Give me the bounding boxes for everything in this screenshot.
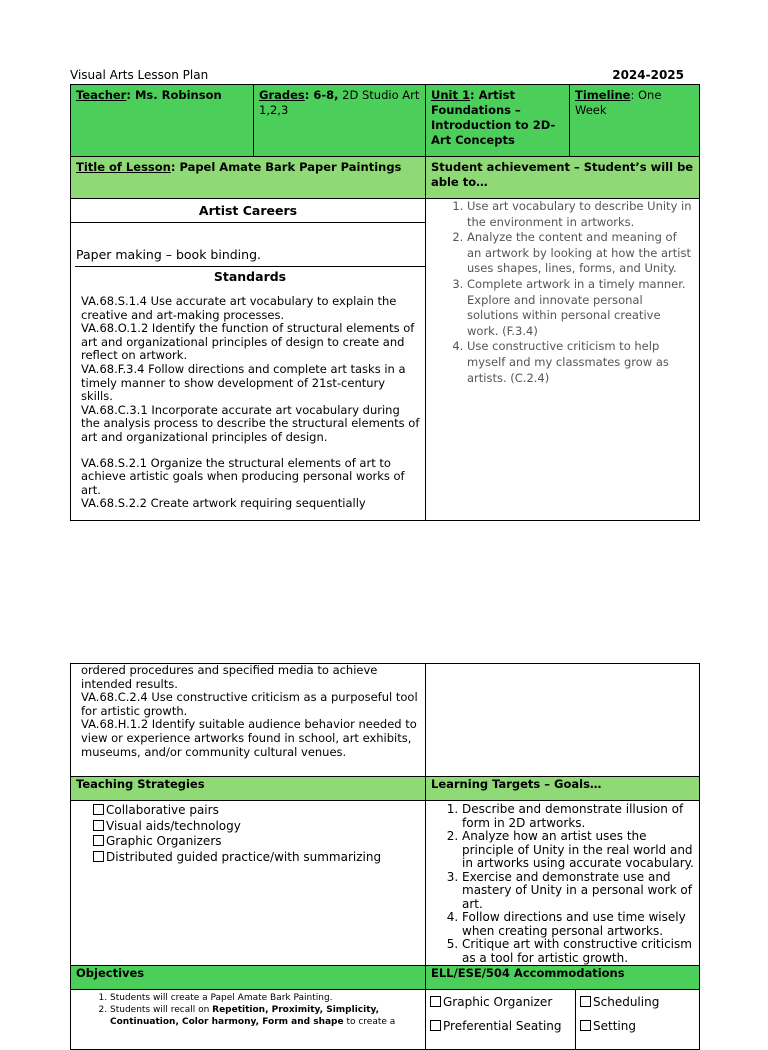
strategy-item[interactable]: Visual aids/technology (93, 819, 420, 835)
learning-targets-heading: Learning Targets – Goals… (426, 777, 700, 801)
standard-item: VA.68.S.2.1 Organize the structural elements of art to achieve artistic goals when producing personal works of art. (81, 455, 405, 497)
lesson-title-cell: Title of Lesson: Papel Amate Bark Paper Paintings (71, 157, 426, 199)
objectives-list (71, 990, 426, 1050)
careers-text: Paper making – book binding. (76, 247, 261, 262)
checkbox[interactable] (93, 820, 104, 831)
teaching-strategies-list (71, 801, 426, 966)
checkbox[interactable] (93, 804, 104, 815)
learning-targets-list (426, 801, 700, 966)
school-year: 2024-2025 (612, 68, 684, 82)
lesson-plan-table-bottom (70, 663, 700, 1050)
strategy-item[interactable]: Distributed guided practice/with summarizing (93, 850, 420, 866)
target-item: 3. Exercise and demonstrate use and mastery of Unity in a personal work of art. (462, 871, 695, 912)
checkbox[interactable] (93, 851, 104, 862)
grades-cell: Grades: 6-8, 2D Studio Art 1,2,3 (254, 85, 426, 157)
standard-item: VA.68.S.2.2 Create artwork requiring sequentially (81, 496, 366, 511)
standard-item: VA.68.H.1.2 Identify suitable audience behavior needed to view or experience artworks found in school, art exhibits, museums, and/or community cultural venues. (81, 717, 417, 759)
accommodations-col1 (426, 990, 576, 1050)
standard-item: VA.68.O.1.2 Identify the function of structural elements of art and organizational principles of design to create and reflect on artwork. (81, 321, 415, 363)
careers-standards-cell (71, 199, 426, 521)
checkbox[interactable] (430, 1020, 441, 1031)
document-title: Visual Arts Lesson Plan (70, 68, 209, 82)
achievement-item: 2. Analyze the content and meaning of an artwork by looking at how the artist uses shapes, lines, forms, and Unity. (467, 230, 694, 277)
teacher-cell: Teacher: Ms. Robinson (71, 85, 254, 157)
strategy-item[interactable]: Graphic Organizers (93, 834, 420, 850)
accommodation-item[interactable]: Graphic Organizer (430, 990, 571, 1014)
target-item: 2. Analyze how an artist uses the principle of Unity in the real world and in artworks using accurate vocabulary. (462, 830, 695, 871)
standard-item: VA.68.C.3.1 Incorporate accurate art vocabulary during the analysis process to describe the structural elements of art and organizational principles of design. (81, 402, 420, 444)
standard-item: ordered procedures and specified media to achieve intended results. (81, 663, 378, 691)
accommodations-col2 (576, 990, 700, 1050)
accommodation-item[interactable]: Setting (580, 1014, 695, 1038)
target-item: 5. Critique art with constructive criticism as a tool for artistic growth. (462, 938, 695, 965)
unit-cell: Unit 1: Artist Foundations – Introduction to 2D-Art Concepts (426, 85, 570, 157)
checkbox[interactable] (580, 996, 591, 1007)
accommodation-item[interactable]: Scheduling (580, 990, 695, 1014)
checkbox[interactable] (430, 996, 441, 1007)
accommodations-heading: ELL/ESE/504 Accommodations (426, 966, 700, 990)
accommodation-item[interactable]: Preferential Seating (430, 1014, 571, 1038)
objectives-heading: Objectives (71, 966, 426, 990)
achievement-item: 4. Use constructive criticism to help myself and my classmates grow as artists. (C.2.4) (467, 339, 694, 386)
achievement-item: 3. Complete artwork in a timely manner. Explore and innovate personal solutions within personal creative work. (F.3.4) (467, 277, 694, 339)
standards-heading: Standards (75, 266, 425, 287)
achievement-heading: Student achievement – Student’s will be able to… (426, 157, 700, 199)
standard-item: VA.68.C.2.4 Use constructive criticism as a purposeful tool for artistic growth. (81, 690, 418, 718)
strategy-item[interactable]: Collaborative pairs (93, 803, 420, 819)
objective-item: 2. Students will recall on Repetition, Proximity, Simplicity, Continuation, Color harmony, Form and shape to create a (110, 1004, 420, 1028)
achievement-list-cell (426, 199, 700, 521)
standard-item: VA.68.S.1.4 Use accurate art vocabulary to explain the creative and art-making processes. (81, 294, 397, 322)
timeline-cell: Timeline: One Week (570, 85, 700, 157)
lesson-plan-table-top (70, 84, 700, 521)
target-item: 4. Follow directions and use time wisely when creating personal artworks. (462, 911, 695, 938)
standard-item: VA.68.F.3.4 Follow directions and complete art tasks in a timely manner to show development of 21st-century skills. (81, 361, 406, 404)
teaching-strategies-heading: Teaching Strategies (71, 777, 426, 801)
careers-heading: Artist Careers (71, 199, 425, 223)
empty-cell (426, 664, 700, 777)
achievement-item: 1. Use art vocabulary to describe Unity in the environment in artworks. (467, 199, 694, 230)
objective-item: 1. Students will create a Papel Amate Bark Painting. (110, 992, 420, 1004)
standards-continued-cell (71, 664, 426, 777)
checkbox[interactable] (580, 1020, 591, 1031)
standards-list (71, 287, 425, 511)
checkbox[interactable] (93, 835, 104, 846)
target-item: 1. Describe and demonstrate illusion of form in 2D artworks. (462, 803, 695, 830)
